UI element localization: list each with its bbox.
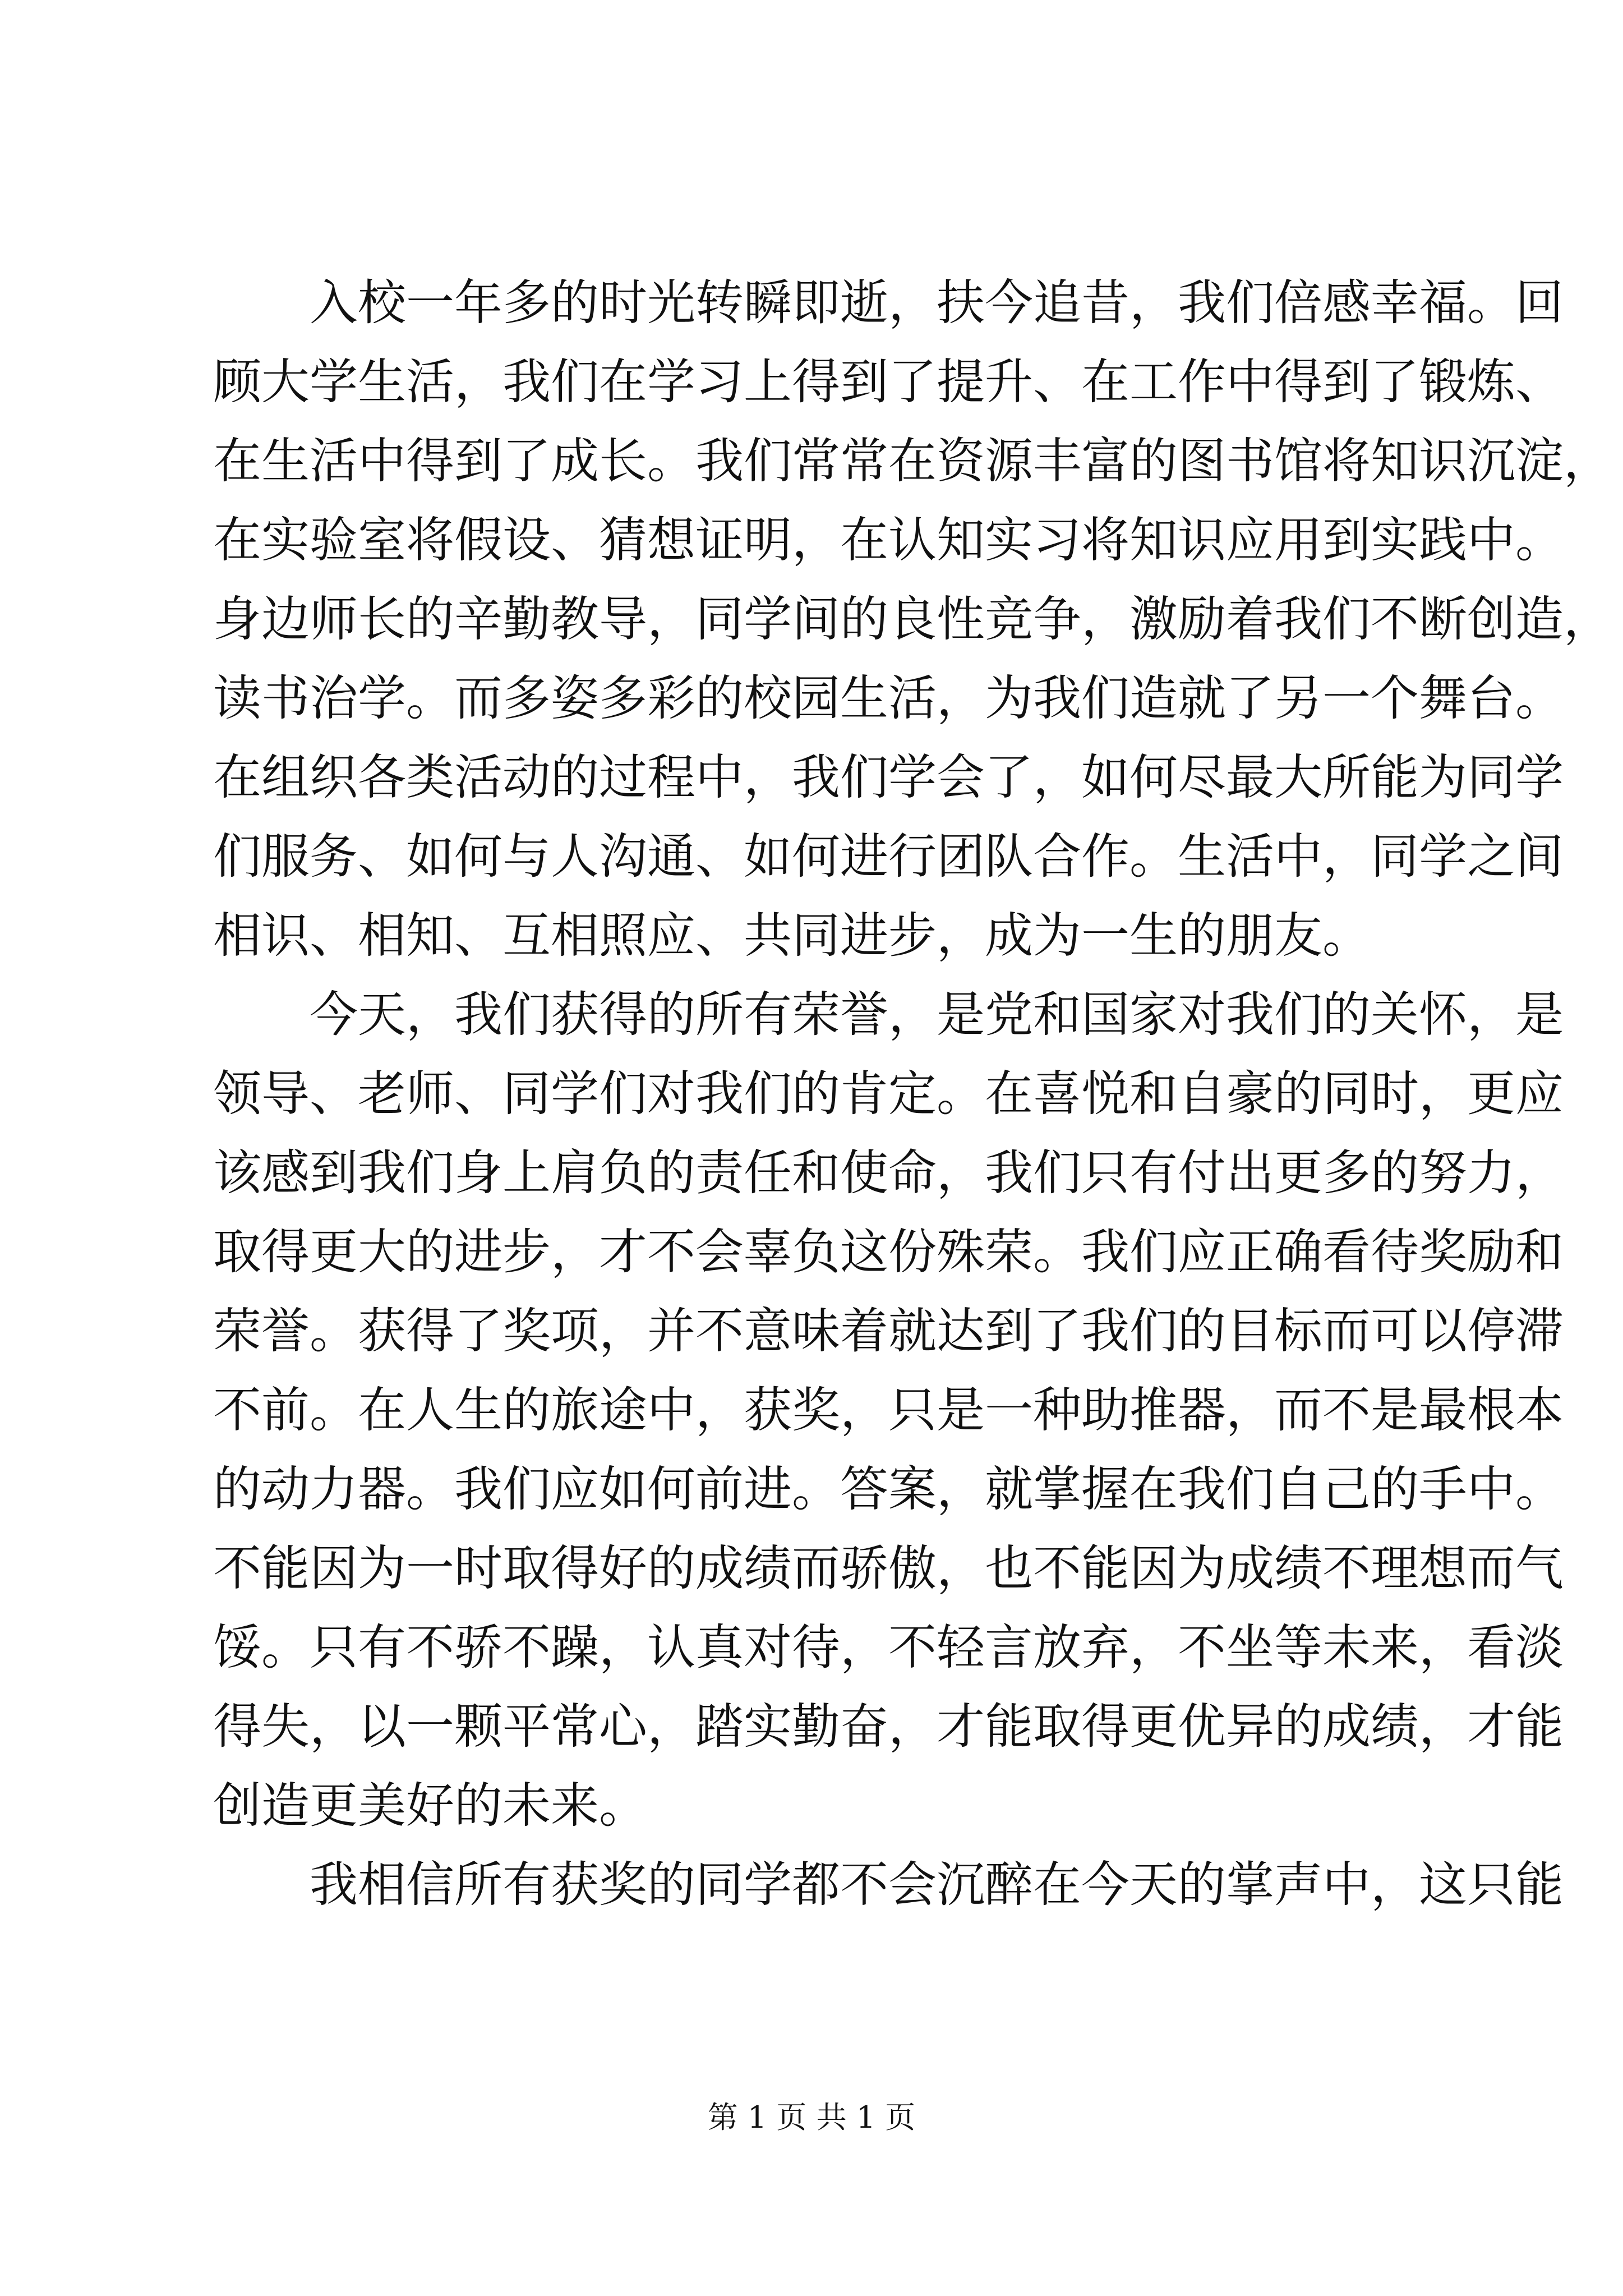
text-line: 得失，以一颗平常心，踏实勤奋，才能取得更优异的成绩，才能: [213, 1699, 1564, 1755]
text-line: 不前。在人生的旅途中，获奖，只是一种助推器，而不是最根本: [213, 1382, 1564, 1438]
text-line: 馁。只有不骄不躁，认真对待，不轻言放弃，不坐等未来，看淡: [213, 1619, 1564, 1676]
page-footer: 第 1 页 共 1 页: [707, 2100, 916, 2135]
text-line: 创造更美好的未来。: [213, 1778, 647, 1834]
text-line: 领导、老师、同学们对我们的肯定。在喜悦和自豪的同时，更应: [213, 1066, 1564, 1122]
text-line: 的动力器。我们应如何前进。答案，就掌握在我们自己的手中。: [213, 1461, 1564, 1517]
text-line: 在组织各类活动的过程中，我们学会了，如何尽最大所能为同学: [213, 749, 1564, 806]
text-line: 不能因为一时取得好的成绩而骄傲，也不能因为成绩不理想而气: [213, 1540, 1564, 1596]
text-line: 顾大学生活，我们在学习上得到了提升、在工作中得到了锻炼、: [213, 354, 1564, 410]
text-line: 荣誉。获得了奖项，并不意味着就达到了我们的目标而可以停滞: [213, 1303, 1564, 1359]
text-line: 身边师长的辛勤教导，同学间的良性竞争，激励着我们不断创造，: [213, 591, 1612, 647]
text-line: 我相信所有获奖的同学都不会沉醉在今天的掌声中，这只能: [310, 1857, 1564, 1913]
text-line: 今天，我们获得的所有荣誉，是党和国家对我们的关怀，是: [310, 987, 1564, 1043]
text-line: 读书治学。而多姿多彩的校园生活，为我们造就了另一个舞台。: [213, 670, 1564, 726]
text-line: 入校一年多的时光转瞬即逝，扶今追昔，我们倍感幸福。回: [310, 275, 1564, 331]
text-line: 该感到我们身上肩负的责任和使命，我们只有付出更多的努力，: [213, 1145, 1564, 1201]
text-line: 相识、相知、互相照应、共同进步，成为一生的朋友。: [213, 908, 1371, 964]
text-line: 在生活中得到了成长。我们常常在资源丰富的图书馆将知识沉淀，: [213, 433, 1612, 489]
text-line: 在实验室将假设、猜想证明，在认知实习将知识应用到实践中。: [213, 512, 1564, 568]
text-line: 取得更大的进步，才不会辜负这份殊荣。我们应正确看待奖励和: [213, 1224, 1564, 1280]
text-line: 们服务、如何与人沟通、如何进行团队合作。生活中，同学之间: [213, 829, 1564, 885]
